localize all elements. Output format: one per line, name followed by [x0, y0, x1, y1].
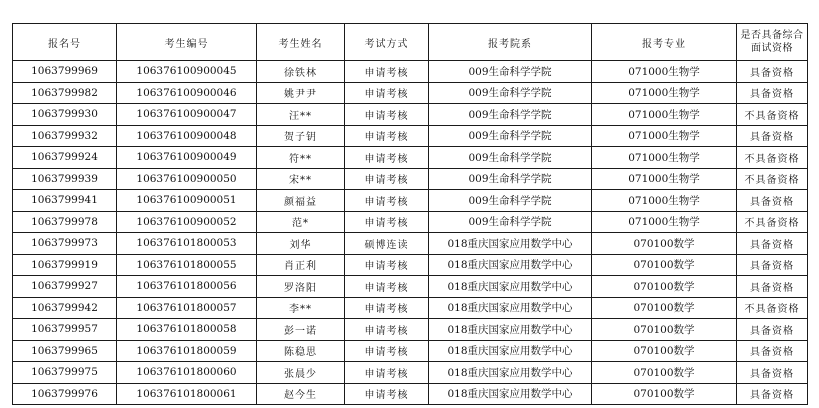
major-cell: 070100数学 — [592, 254, 737, 276]
eligibility-cell: 不具备资格 — [737, 168, 808, 190]
candidate-no-cell: 106376100900049 — [117, 147, 257, 169]
registration-no-cell: 1063799969 — [13, 61, 117, 83]
department-cell: 009生命科学学院 — [429, 104, 592, 126]
department-cell: 018重庆国家应用数学中心 — [429, 319, 592, 341]
table-body — [13, 61, 808, 405]
header-row — [13, 24, 808, 61]
candidate-name-cell: 肖正利 — [257, 254, 345, 276]
candidate-name-cell: 李** — [257, 297, 345, 319]
department-cell: 009生命科学学院 — [429, 61, 592, 83]
candidate-no-cell: 106376101800059 — [117, 340, 257, 362]
registration-no-cell: 1063799930 — [13, 104, 117, 126]
registration-no-cell: 1063799976 — [13, 383, 117, 405]
eligibility-cell: 不具备资格 — [737, 297, 808, 319]
candidate-no-cell: 106376101800061 — [117, 383, 257, 405]
eligibility-cell: 具备资格 — [737, 190, 808, 212]
candidate-no-cell: 106376101800058 — [117, 319, 257, 341]
major-cell: 070100数学 — [592, 362, 737, 384]
department-cell: 018重庆国家应用数学中心 — [429, 233, 592, 255]
department-cell: 018重庆国家应用数学中心 — [429, 383, 592, 405]
header-department: 报考院系 — [429, 24, 592, 61]
table-row — [13, 233, 808, 255]
eligibility-cell: 不具备资格 — [737, 104, 808, 126]
eligibility-cell: 具备资格 — [737, 233, 808, 255]
header-major: 报考专业 — [592, 24, 737, 61]
candidate-name-cell: 宋** — [257, 168, 345, 190]
table-row — [13, 211, 808, 233]
registration-no-cell: 1063799924 — [13, 147, 117, 169]
major-cell: 071000生物学 — [592, 82, 737, 104]
candidate-name-cell: 张晨少 — [257, 362, 345, 384]
eligibility-cell: 具备资格 — [737, 254, 808, 276]
table-row — [13, 297, 808, 319]
table-row — [13, 319, 808, 341]
exam-method-cell: 申请考核 — [345, 276, 429, 298]
candidate-name-cell: 赵今生 — [257, 383, 345, 405]
major-cell: 070100数学 — [592, 340, 737, 362]
table-row — [13, 82, 808, 104]
table-row — [13, 168, 808, 190]
department-cell: 009生命科学学院 — [429, 190, 592, 212]
candidate-no-cell: 106376101800055 — [117, 254, 257, 276]
major-cell: 070100数学 — [592, 319, 737, 341]
table-header — [13, 24, 808, 61]
exam-method-cell: 申请考核 — [345, 190, 429, 212]
department-cell: 009生命科学学院 — [429, 168, 592, 190]
eligibility-cell: 具备资格 — [737, 276, 808, 298]
candidate-name-cell: 罗洛阳 — [257, 276, 345, 298]
header-candidate-name: 考生姓名 — [257, 24, 345, 61]
exam-method-cell: 硕博连读 — [345, 233, 429, 255]
major-cell: 071000生物学 — [592, 125, 737, 147]
eligibility-cell: 具备资格 — [737, 61, 808, 83]
department-cell: 009生命科学学院 — [429, 125, 592, 147]
major-cell: 071000生物学 — [592, 190, 737, 212]
registration-no-cell: 1063799919 — [13, 254, 117, 276]
exam-method-cell: 申请考核 — [345, 61, 429, 83]
candidate-name-cell: 徐铁林 — [257, 61, 345, 83]
table-row — [13, 125, 808, 147]
candidate-no-cell: 106376101800060 — [117, 362, 257, 384]
table-row — [13, 362, 808, 384]
candidate-no-cell: 106376100900045 — [117, 61, 257, 83]
registration-no-cell: 1063799973 — [13, 233, 117, 255]
candidate-no-cell: 106376100900050 — [117, 168, 257, 190]
major-cell: 071000生物学 — [592, 211, 737, 233]
exam-method-cell: 申请考核 — [345, 168, 429, 190]
registration-no-cell: 1063799942 — [13, 297, 117, 319]
registration-no-cell: 1063799939 — [13, 168, 117, 190]
registration-no-cell: 1063799978 — [13, 211, 117, 233]
candidate-name-cell: 刘华 — [257, 233, 345, 255]
candidate-no-cell: 106376101800053 — [117, 233, 257, 255]
eligibility-cell: 具备资格 — [737, 82, 808, 104]
registration-no-cell: 1063799932 — [13, 125, 117, 147]
header-candidate-no: 考生编号 — [117, 24, 257, 61]
exam-method-cell: 申请考核 — [345, 147, 429, 169]
eligibility-cell: 具备资格 — [737, 362, 808, 384]
candidate-name-cell: 陈稳思 — [257, 340, 345, 362]
candidate-no-cell: 106376100900046 — [117, 82, 257, 104]
candidate-name-cell: 汪** — [257, 104, 345, 126]
major-cell: 071000生物学 — [592, 168, 737, 190]
registration-no-cell: 1063799927 — [13, 276, 117, 298]
registration-no-cell: 1063799957 — [13, 319, 117, 341]
candidate-name-cell: 贺子钥 — [257, 125, 345, 147]
exam-method-cell: 申请考核 — [345, 125, 429, 147]
eligibility-cell: 具备资格 — [737, 125, 808, 147]
candidate-name-cell: 范* — [257, 211, 345, 233]
department-cell: 009生命科学学院 — [429, 147, 592, 169]
table-row — [13, 147, 808, 169]
major-cell: 071000生物学 — [592, 61, 737, 83]
header-interview-eligibility: 是否具备综合面试资格 — [737, 24, 808, 61]
candidate-name-cell: 姚尹尹 — [257, 82, 345, 104]
exam-method-cell: 申请考核 — [345, 362, 429, 384]
exam-method-cell: 申请考核 — [345, 254, 429, 276]
department-cell: 018重庆国家应用数学中心 — [429, 297, 592, 319]
department-cell: 009生命科学学院 — [429, 82, 592, 104]
major-cell: 070100数学 — [592, 233, 737, 255]
major-cell: 071000生物学 — [592, 104, 737, 126]
candidate-no-cell: 106376100900048 — [117, 125, 257, 147]
table-row — [13, 61, 808, 83]
major-cell: 071000生物学 — [592, 147, 737, 169]
candidate-no-cell: 106376100900047 — [117, 104, 257, 126]
table-row — [13, 104, 808, 126]
major-cell: 070100数学 — [592, 383, 737, 405]
candidate-no-cell: 106376101800056 — [117, 276, 257, 298]
eligibility-cell: 不具备资格 — [737, 147, 808, 169]
candidate-no-cell: 106376101800057 — [117, 297, 257, 319]
exam-method-cell: 申请考核 — [345, 104, 429, 126]
department-cell: 009生命科学学院 — [429, 211, 592, 233]
table-row — [13, 340, 808, 362]
table-row — [13, 190, 808, 212]
table-row — [13, 276, 808, 298]
candidate-name-cell: 颜福益 — [257, 190, 345, 212]
exam-method-cell: 申请考核 — [345, 211, 429, 233]
exam-method-cell: 申请考核 — [345, 383, 429, 405]
department-cell: 018重庆国家应用数学中心 — [429, 340, 592, 362]
exam-method-cell: 申请考核 — [345, 297, 429, 319]
registration-no-cell: 1063799965 — [13, 340, 117, 362]
header-registration-no: 报名号 — [13, 24, 117, 61]
registration-no-cell: 1063799941 — [13, 190, 117, 212]
table-row — [13, 383, 808, 405]
eligibility-cell: 不具备资格 — [737, 211, 808, 233]
candidate-name-cell: 符** — [257, 147, 345, 169]
eligibility-cell: 具备资格 — [737, 340, 808, 362]
candidate-name-cell: 彭一诺 — [257, 319, 345, 341]
eligibility-cell: 具备资格 — [737, 319, 808, 341]
major-cell: 070100数学 — [592, 297, 737, 319]
major-cell: 070100数学 — [592, 276, 737, 298]
department-cell: 018重庆国家应用数学中心 — [429, 276, 592, 298]
exam-method-cell: 申请考核 — [345, 82, 429, 104]
registration-no-cell: 1063799975 — [13, 362, 117, 384]
candidate-table — [12, 23, 808, 405]
candidate-no-cell: 106376100900052 — [117, 211, 257, 233]
header-exam-method: 考试方式 — [345, 24, 429, 61]
department-cell: 018重庆国家应用数学中心 — [429, 254, 592, 276]
exam-method-cell: 申请考核 — [345, 340, 429, 362]
table-row — [13, 254, 808, 276]
department-cell: 018重庆国家应用数学中心 — [429, 362, 592, 384]
exam-method-cell: 申请考核 — [345, 319, 429, 341]
eligibility-cell: 具备资格 — [737, 383, 808, 405]
registration-no-cell: 1063799982 — [13, 82, 117, 104]
candidate-no-cell: 106376100900051 — [117, 190, 257, 212]
